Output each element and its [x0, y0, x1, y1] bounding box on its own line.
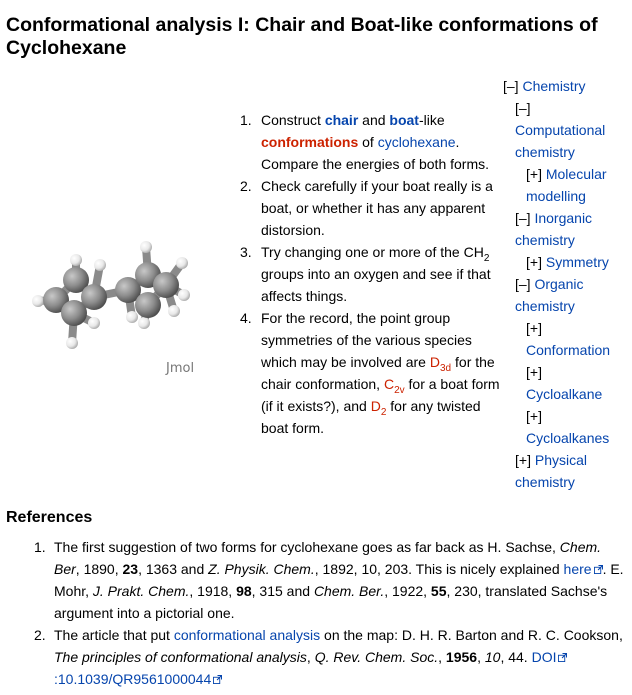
category-computational-chemistry[interactable]: chemistry: [515, 144, 575, 160]
category-inorganic-chemistry[interactable]: chemistry: [515, 232, 575, 248]
category-physical-chemistry[interactable]: Physical: [534, 452, 587, 468]
category-symmetry[interactable]: Symmetry: [545, 254, 609, 270]
external-link-icon: [594, 565, 603, 574]
references-heading: References: [6, 509, 93, 526]
expand-toggle[interactable]: [+]: [526, 166, 542, 182]
conformations-link[interactable]: conformations: [261, 134, 359, 150]
page-title: Conformational analysis I: Chair and Boat-like conformations of Cyclohexane: [6, 14, 598, 59]
list-item: 4. For the record, the point group symmetries of the various species which may be involved are $D_{3d}$ for the chair conformation, $C_{2v}$ for a boat form (if it exists?), and $D_2$ for any twisted boat form.: [240, 310, 500, 436]
category-organic-chemistry[interactable]: chemistry: [515, 298, 575, 314]
task-list: [234, 109, 506, 439]
category-physical-chemistry[interactable]: chemistry: [515, 474, 575, 490]
chair-link[interactable]: chair: [324, 112, 359, 128]
list-item: 3. Try changing one or more of the $CH_2$ groups into an oxygen and see if that affects things.: [240, 244, 491, 304]
cyclohexane-molecule-model[interactable]: [16, 205, 216, 385]
c2v-link[interactable]: $C_{2v}$: [383, 376, 405, 396]
category-computational-chemistry[interactable]: Computational: [515, 122, 606, 138]
category-conformation[interactable]: Conformation: [526, 342, 611, 358]
list-item: 2. The article that put conformational analysis on the map: D. H. R. Barton and R. C. Cookson, The principles of conformational analysis, Q. Rev. Chem. Soc., 1956, 10, 44. DOI:10.1039/QR9561000044: [34, 627, 623, 687]
list-item: 1. Construct chair and boat-like conformations of cyclohexane. Compare the energies of both forms.: [240, 112, 490, 172]
list-item: 1. The first suggestion of two forms for cyclohexane goes as far back as H. Sachse, Chem. Ber, 1890, 23, 1363 and Z. Physik. Chem., 1892, 10, 203. This is nicely explained here . E. Mohr, J. Prakt. Chem., 1918, 98, 315 and Chem. Ber., 1922, 55, 230, translated Sachse's argument into a pictorial one.: [34, 539, 624, 621]
category-tree: [503, 75, 628, 493]
category-inorganic-chemistry[interactable]: Inorganic: [534, 210, 593, 226]
external-link-icon: [213, 675, 222, 684]
collapse-toggle[interactable]: [–]: [515, 100, 531, 116]
category-organic-chemistry[interactable]: Organic: [534, 276, 584, 292]
category-chemistry[interactable]: Chemistry: [522, 78, 586, 94]
d2-link[interactable]: $D_2$: [370, 398, 387, 418]
expand-toggle[interactable]: [+]: [526, 320, 542, 336]
expand-toggle[interactable]: [+]: [515, 452, 531, 468]
conformational-analysis-link[interactable]: conformational analysis: [173, 627, 321, 643]
expand-toggle[interactable]: [+]: [526, 364, 542, 380]
d3d-link[interactable]: $D_{3d}$: [429, 354, 452, 374]
external-link-icon: [558, 653, 567, 662]
jmol-label[interactable]: Jmol: [166, 361, 195, 376]
category-cycloalkanes[interactable]: Cycloalkanes: [526, 430, 610, 446]
collapse-toggle[interactable]: [–]: [515, 276, 531, 292]
category-molecular-modelling[interactable]: Molecular: [545, 166, 607, 182]
jmol-molecule-viewer[interactable]: [16, 205, 216, 385]
expand-toggle[interactable]: [+]: [526, 254, 542, 270]
expand-toggle[interactable]: [+]: [526, 408, 542, 424]
collapse-toggle[interactable]: [–]: [503, 78, 519, 94]
list-item: 2. Check carefully if your boat really is a boat, or whether it has any apparent distorsion.: [240, 178, 493, 238]
here-external-link[interactable]: here: [564, 561, 603, 577]
references-list: [34, 536, 628, 690]
doi-external-link[interactable]: DOI:10.1039/QR9561000044: [54, 649, 567, 687]
category-cycloalkane[interactable]: Cycloalkane: [526, 386, 603, 402]
collapse-toggle[interactable]: [–]: [515, 210, 531, 226]
boat-link[interactable]: boat: [389, 112, 419, 128]
category-molecular-modelling[interactable]: modelling: [526, 188, 586, 204]
cyclohexane-link[interactable]: cyclohexane: [377, 134, 456, 150]
